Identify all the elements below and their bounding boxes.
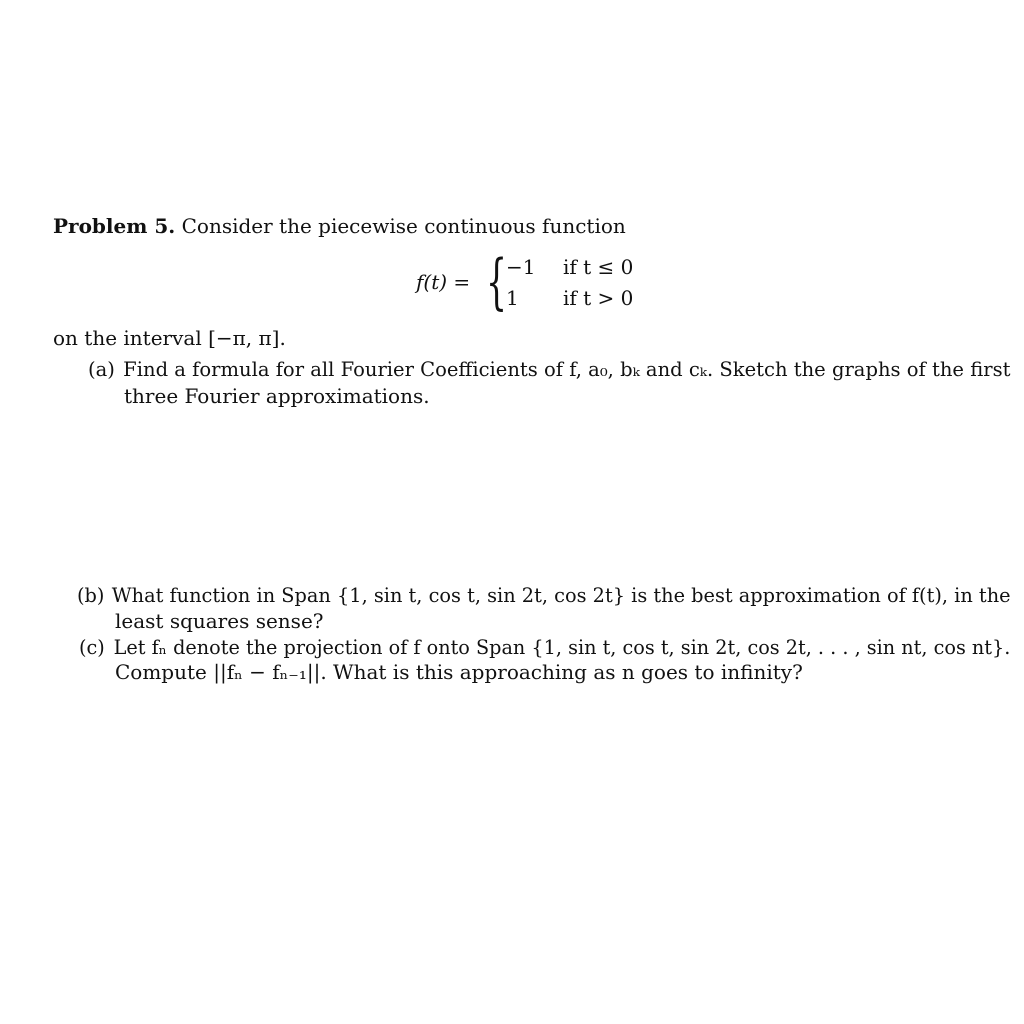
interval-text: on the interval [−π, π]. [53,326,286,350]
part-a-line-1 [88,357,1010,381]
problem-intro: Consider the piecewise continuous function [181,214,626,238]
problem-header [53,214,626,238]
case-1-condition: if t ≤ 0 [563,255,634,279]
part-a-text-2: three Fourier approximations. [124,384,430,408]
part-a-label: (a) [88,357,115,381]
left-brace-glyph: { [486,247,508,317]
case-2-value: 1 [506,286,519,310]
part-c-text-1: Let fₙ denote the projection of f onto Span {1, sin t, cos t, sin 2t, cos 2t, . . . , sin nt, cos nt}. [113,635,1011,659]
part-c-label: (c) [79,635,105,659]
part-b-label: (b) [77,583,105,607]
case-2-condition: if t > 0 [563,286,634,310]
part-b-text-1: What function in Span {1, sin t, cos t, sin 2t, cos 2t} is the best approximation of f(t), in the [111,583,1011,607]
case-1-value: −1 [506,255,536,279]
part-b-text-2: least squares sense? [115,609,324,633]
part-c-text-2: Compute ||fₙ − fₙ₋₁||. What is this approaching as n goes to infinity? [115,660,803,684]
problem-heading: Problem 5. [53,214,176,238]
piecewise-function [416,247,656,318]
part-c-line-1 [79,635,1010,659]
part-b-line-1 [77,583,1011,607]
part-a-text-1: Find a formula for all Fourier Coefficients of f, a₀, bₖ and cₖ. Sketch the graphs of the first [123,357,1011,381]
function-lhs: f(t) = [416,270,471,294]
